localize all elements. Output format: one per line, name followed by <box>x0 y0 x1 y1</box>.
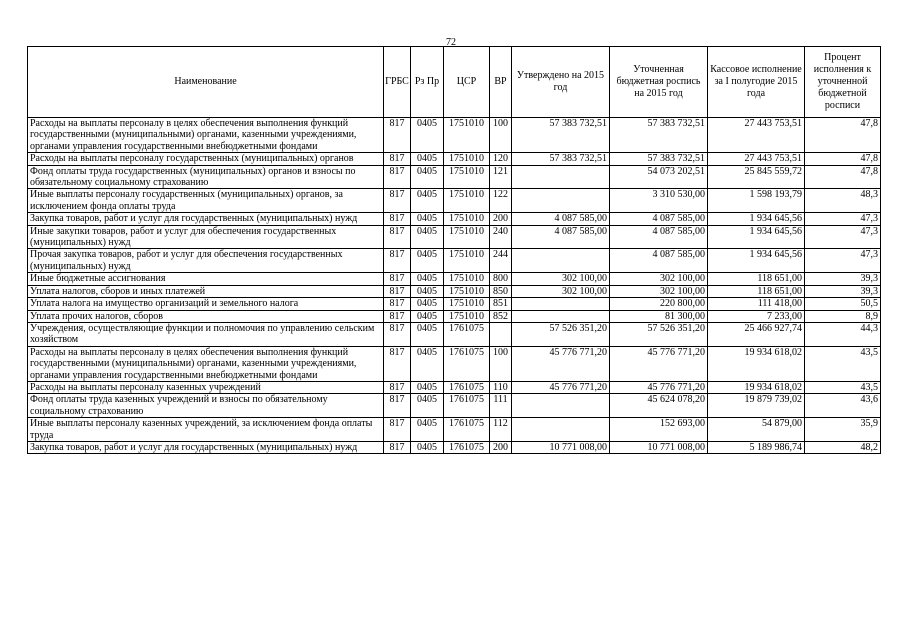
cell-vr: 850 <box>490 285 512 297</box>
cell-rzpr: 0405 <box>411 285 444 297</box>
cell-rzpr: 0405 <box>411 189 444 213</box>
cell-name: Фонд оплаты труда казенных учреждений и взносы по обязательному социальному страхованию <box>28 394 384 418</box>
cell-csr: 1751010 <box>444 213 490 225</box>
cell-rzpr: 0405 <box>411 213 444 225</box>
cell-refined: 45 624 078,20 <box>610 394 708 418</box>
cell-rzpr: 0405 <box>411 310 444 322</box>
cell-cash: 1 934 645,56 <box>708 225 805 249</box>
cell-percent: 48,3 <box>805 189 881 213</box>
cell-cash: 111 418,00 <box>708 298 805 310</box>
col-header-rzpr: Рз Пр <box>411 47 444 118</box>
table-row <box>28 118 881 153</box>
cell-refined: 45 776 771,20 <box>610 381 708 393</box>
cell-cash: 1 598 193,79 <box>708 189 805 213</box>
cell-refined: 57 526 351,20 <box>610 322 708 346</box>
header-row <box>28 47 881 118</box>
cell-rzpr: 0405 <box>411 298 444 310</box>
cell-refined: 302 100,00 <box>610 273 708 285</box>
cell-rzpr: 0405 <box>411 381 444 393</box>
cell-csr: 1751010 <box>444 165 490 189</box>
cell-vr: 111 <box>490 394 512 418</box>
cell-csr: 1751010 <box>444 153 490 165</box>
cell-refined: 81 300,00 <box>610 310 708 322</box>
table-row <box>28 249 881 273</box>
cell-refined: 57 383 732,51 <box>610 118 708 153</box>
cell-refined: 152 693,00 <box>610 418 708 442</box>
col-header-vr: ВР <box>490 47 512 118</box>
cell-grbs: 817 <box>384 441 411 453</box>
cell-rzpr: 0405 <box>411 394 444 418</box>
cell-approved: 302 100,00 <box>512 273 610 285</box>
cell-approved: 45 776 771,20 <box>512 346 610 381</box>
table-row <box>28 346 881 381</box>
cell-percent: 43,5 <box>805 381 881 393</box>
cell-cash: 118 651,00 <box>708 285 805 297</box>
cell-grbs: 817 <box>384 273 411 285</box>
cell-name: Уплата прочих налогов, сборов <box>28 310 384 322</box>
table-row <box>28 298 881 310</box>
cell-refined: 220 800,00 <box>610 298 708 310</box>
cell-approved <box>512 165 610 189</box>
cell-vr: 200 <box>490 441 512 453</box>
cell-cash: 1 934 645,56 <box>708 249 805 273</box>
cell-cash: 7 233,00 <box>708 310 805 322</box>
cell-vr: 100 <box>490 346 512 381</box>
cell-rzpr: 0405 <box>411 118 444 153</box>
cell-vr: 200 <box>490 213 512 225</box>
cell-csr: 1761075 <box>444 322 490 346</box>
cell-grbs: 817 <box>384 118 411 153</box>
cell-percent: 47,3 <box>805 225 881 249</box>
cell-approved <box>512 298 610 310</box>
budget-table <box>27 46 881 454</box>
cell-cash: 25 845 559,72 <box>708 165 805 189</box>
cell-approved: 10 771 008,00 <box>512 441 610 453</box>
page-number: 72 <box>446 37 456 48</box>
cell-csr: 1751010 <box>444 249 490 273</box>
table-row <box>28 322 881 346</box>
cell-cash: 27 443 753,51 <box>708 118 805 153</box>
cell-grbs: 817 <box>384 153 411 165</box>
cell-cash: 27 443 753,51 <box>708 153 805 165</box>
cell-approved: 302 100,00 <box>512 285 610 297</box>
cell-approved <box>512 189 610 213</box>
cell-csr: 1751010 <box>444 189 490 213</box>
cell-name: Иные выплаты персоналу казенных учреждений, за исключением фонда оплаты труда <box>28 418 384 442</box>
cell-vr <box>490 322 512 346</box>
cell-percent: 35,9 <box>805 418 881 442</box>
cell-percent: 47,3 <box>805 213 881 225</box>
table-row <box>28 273 881 285</box>
cell-vr: 244 <box>490 249 512 273</box>
cell-rzpr: 0405 <box>411 346 444 381</box>
cell-refined: 57 383 732,51 <box>610 153 708 165</box>
cell-rzpr: 0405 <box>411 153 444 165</box>
cell-vr: 112 <box>490 418 512 442</box>
cell-approved: 57 383 732,51 <box>512 118 610 153</box>
cell-name: Фонд оплаты труда государственных (муниципальных) органов и взносы по обязательному социальному страхованию <box>28 165 384 189</box>
cell-approved: 57 526 351,20 <box>512 322 610 346</box>
cell-csr: 1761075 <box>444 381 490 393</box>
cell-percent: 48,2 <box>805 441 881 453</box>
cell-csr: 1751010 <box>444 118 490 153</box>
cell-approved: 4 087 585,00 <box>512 213 610 225</box>
cell-csr: 1761075 <box>444 441 490 453</box>
cell-grbs: 817 <box>384 285 411 297</box>
cell-csr: 1761075 <box>444 418 490 442</box>
cell-cash: 19 934 618,02 <box>708 381 805 393</box>
col-header-cash: Кассовое исполнение за I полугодие 2015 года <box>708 47 805 118</box>
cell-refined: 10 771 008,00 <box>610 441 708 453</box>
table-row <box>28 225 881 249</box>
cell-cash: 54 879,00 <box>708 418 805 442</box>
cell-vr: 852 <box>490 310 512 322</box>
cell-grbs: 817 <box>384 249 411 273</box>
cell-vr: 240 <box>490 225 512 249</box>
cell-cash: 19 934 618,02 <box>708 346 805 381</box>
cell-cash: 5 189 986,74 <box>708 441 805 453</box>
table-row <box>28 153 881 165</box>
cell-approved <box>512 394 610 418</box>
cell-csr: 1751010 <box>444 298 490 310</box>
cell-vr: 851 <box>490 298 512 310</box>
cell-csr: 1751010 <box>444 310 490 322</box>
cell-rzpr: 0405 <box>411 225 444 249</box>
cell-rzpr: 0405 <box>411 273 444 285</box>
cell-name: Прочая закупка товаров, работ и услуг для обеспечения государственных (муниципальных) нужд <box>28 249 384 273</box>
cell-percent: 47,8 <box>805 153 881 165</box>
cell-name: Закупка товаров, работ и услуг для государственных (муниципальных) нужд <box>28 213 384 225</box>
table-row <box>28 165 881 189</box>
cell-csr: 1751010 <box>444 285 490 297</box>
col-header-percent: Процент исполнения к уточненной бюджетной росписи <box>805 47 881 118</box>
cell-name: Иные бюджетные ассигнования <box>28 273 384 285</box>
cell-cash: 25 466 927,74 <box>708 322 805 346</box>
col-header-csr: ЦСР <box>444 47 490 118</box>
cell-name: Иные выплаты персоналу государственных (муниципальных) органов, за исключением фонда оплаты труда <box>28 189 384 213</box>
cell-name: Уплата налогов, сборов и иных платежей <box>28 285 384 297</box>
cell-name: Расходы на выплаты персоналу в целях обеспечения выполнения функций государственными (муниципальными) органами, казенными учреждениями, органами управления государственными внебюджетными фондами <box>28 346 384 381</box>
cell-percent: 39,3 <box>805 285 881 297</box>
table-row <box>28 441 881 453</box>
cell-cash: 118 651,00 <box>708 273 805 285</box>
cell-name: Уплата налога на имущество организаций и земельного налога <box>28 298 384 310</box>
cell-grbs: 817 <box>384 189 411 213</box>
cell-rzpr: 0405 <box>411 418 444 442</box>
cell-rzpr: 0405 <box>411 249 444 273</box>
cell-approved <box>512 249 610 273</box>
cell-name: Расходы на выплаты персоналу казенных учреждений <box>28 381 384 393</box>
cell-csr: 1761075 <box>444 346 490 381</box>
cell-percent: 47,8 <box>805 118 881 153</box>
table-row <box>28 310 881 322</box>
col-header-refined: Уточненная бюджетная роспись на 2015 год <box>610 47 708 118</box>
cell-percent: 50,5 <box>805 298 881 310</box>
cell-rzpr: 0405 <box>411 165 444 189</box>
table-row <box>28 381 881 393</box>
cell-grbs: 817 <box>384 298 411 310</box>
cell-csr: 1751010 <box>444 225 490 249</box>
cell-percent: 43,6 <box>805 394 881 418</box>
cell-percent: 47,3 <box>805 249 881 273</box>
cell-csr: 1751010 <box>444 273 490 285</box>
cell-rzpr: 0405 <box>411 441 444 453</box>
cell-grbs: 817 <box>384 394 411 418</box>
cell-approved: 4 087 585,00 <box>512 225 610 249</box>
cell-vr: 121 <box>490 165 512 189</box>
cell-vr: 800 <box>490 273 512 285</box>
cell-grbs: 817 <box>384 310 411 322</box>
cell-approved <box>512 418 610 442</box>
cell-percent: 39,3 <box>805 273 881 285</box>
cell-grbs: 817 <box>384 322 411 346</box>
cell-grbs: 817 <box>384 165 411 189</box>
cell-csr: 1761075 <box>444 394 490 418</box>
cell-grbs: 817 <box>384 213 411 225</box>
cell-approved <box>512 310 610 322</box>
cell-refined: 45 776 771,20 <box>610 346 708 381</box>
cell-vr: 122 <box>490 189 512 213</box>
cell-refined: 54 073 202,51 <box>610 165 708 189</box>
cell-name: Расходы на выплаты персоналу государственных (муниципальных) органов <box>28 153 384 165</box>
table-row <box>28 418 881 442</box>
cell-refined: 3 310 530,00 <box>610 189 708 213</box>
table-row <box>28 285 881 297</box>
col-header-grbs: ГРБС <box>384 47 411 118</box>
cell-vr: 110 <box>490 381 512 393</box>
cell-grbs: 817 <box>384 346 411 381</box>
cell-refined: 4 087 585,00 <box>610 249 708 273</box>
cell-percent: 43,5 <box>805 346 881 381</box>
table-row <box>28 189 881 213</box>
cell-percent: 8,9 <box>805 310 881 322</box>
cell-name: Закупка товаров, работ и услуг для государственных (муниципальных) нужд <box>28 441 384 453</box>
cell-percent: 47,8 <box>805 165 881 189</box>
col-header-approved: Утверждено на 2015 год <box>512 47 610 118</box>
table-row <box>28 213 881 225</box>
cell-name: Расходы на выплаты персоналу в целях обеспечения выполнения функций государственными (муниципальными) органами, казенными учреждениями, органами управления государственными внебюджетными фондами <box>28 118 384 153</box>
cell-cash: 1 934 645,56 <box>708 213 805 225</box>
cell-vr: 120 <box>490 153 512 165</box>
cell-refined: 4 087 585,00 <box>610 225 708 249</box>
cell-grbs: 817 <box>384 381 411 393</box>
cell-name: Учреждения, осуществляющие функции и полномочия по управлению сельским хозяйством <box>28 322 384 346</box>
cell-grbs: 817 <box>384 418 411 442</box>
col-header-name: Наименование <box>28 47 384 118</box>
table-row <box>28 394 881 418</box>
cell-grbs: 817 <box>384 225 411 249</box>
cell-rzpr: 0405 <box>411 322 444 346</box>
cell-name: Иные закупки товаров, работ и услуг для обеспечения государственных (муниципальных) нужд <box>28 225 384 249</box>
cell-cash: 19 879 739,02 <box>708 394 805 418</box>
cell-approved: 45 776 771,20 <box>512 381 610 393</box>
cell-approved: 57 383 732,51 <box>512 153 610 165</box>
cell-vr: 100 <box>490 118 512 153</box>
cell-refined: 4 087 585,00 <box>610 213 708 225</box>
cell-percent: 44,3 <box>805 322 881 346</box>
cell-refined: 302 100,00 <box>610 285 708 297</box>
